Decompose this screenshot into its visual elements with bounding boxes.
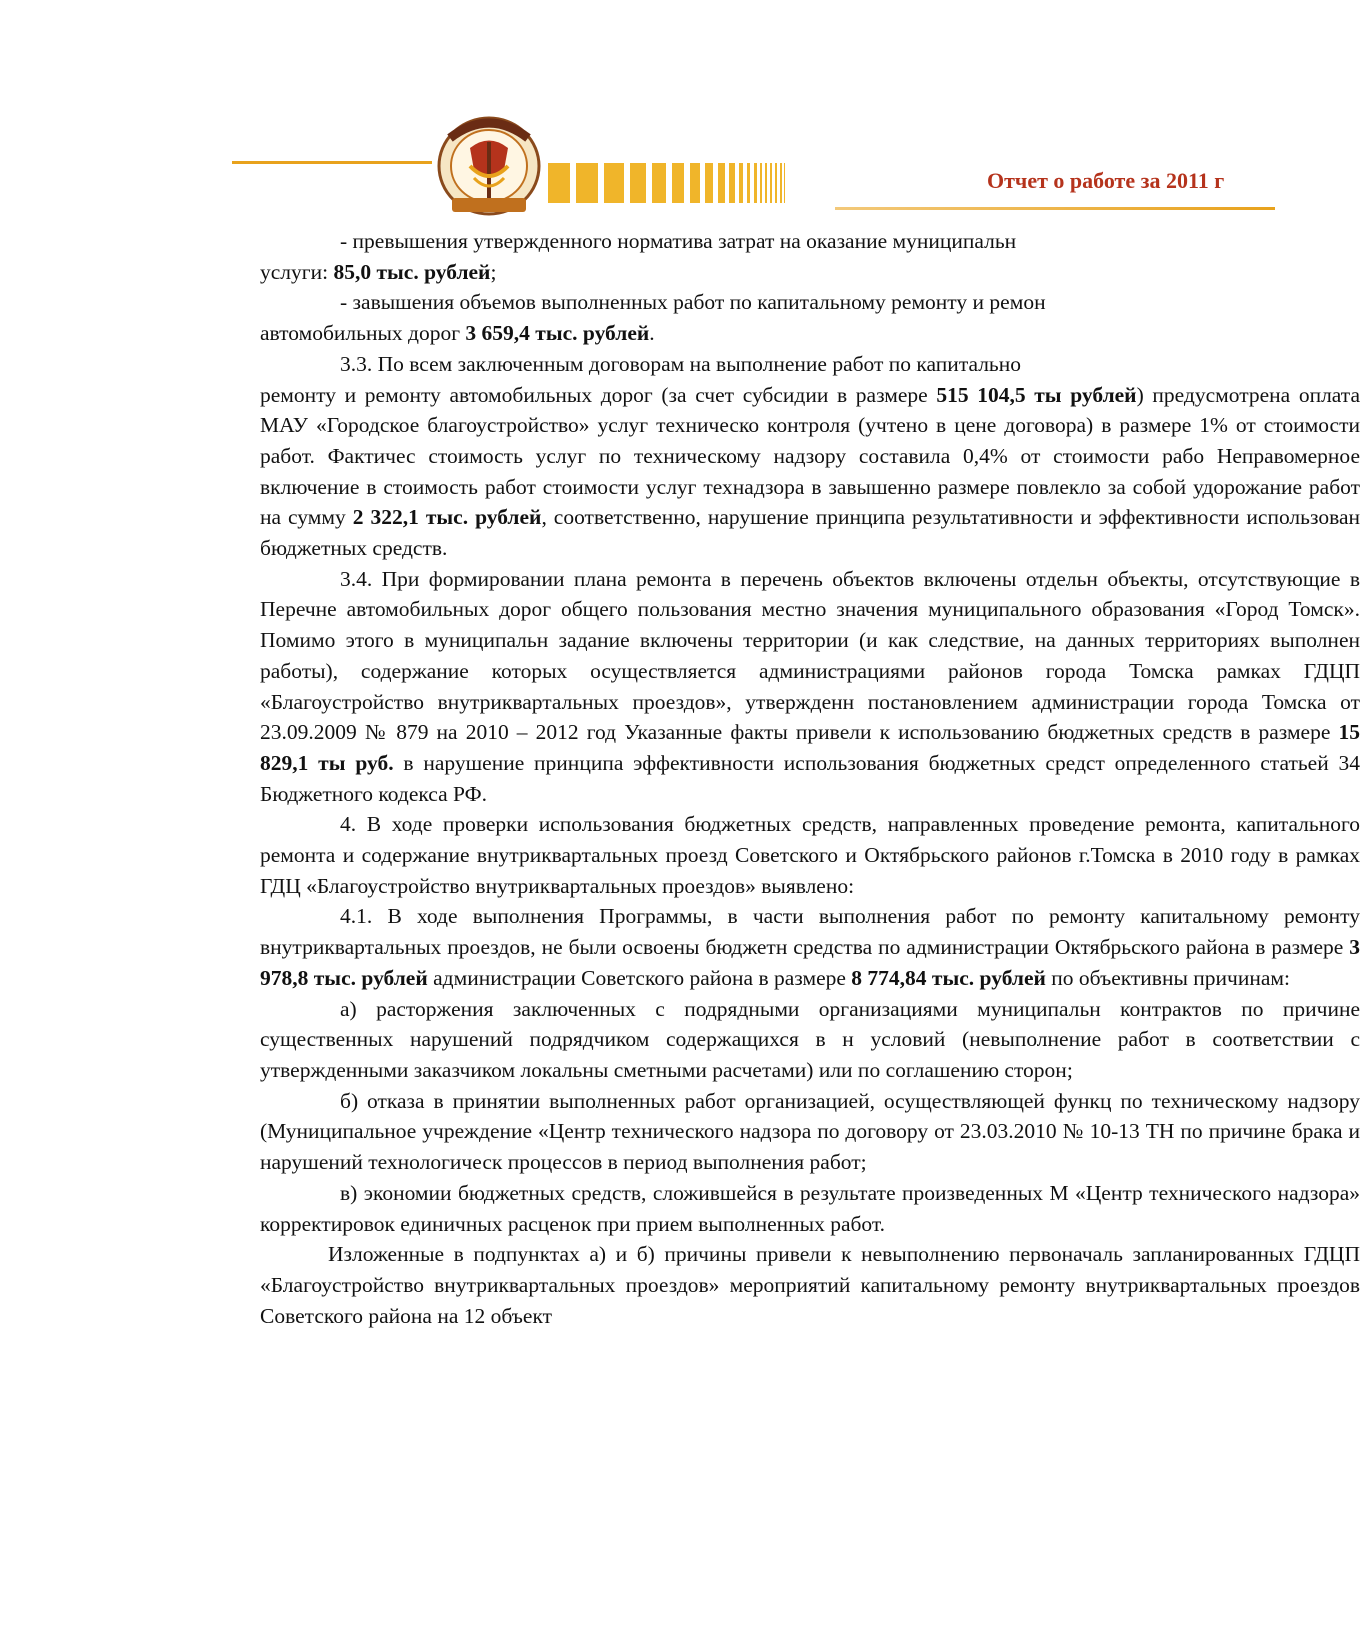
document-body bbox=[260, 226, 1360, 1331]
paragraph: а) расторжения заключенных с подрядными организациями муниципальн контрактов по причине существенных нарушений подрядчиком содержащихся в н условий (невыполнение работ в соответствии с утвержденными заказчиком локальны сметными расчетами) или по соглашению сторон; bbox=[260, 996, 1360, 1082]
paragraph: 4.1. В ходе выполнения Программы, в части выполнения работ по ремонту капитальному ремонту внутриквартальных проездов, не были освоены бюджетн средства по администрации Октябрьского района в размере 3 978,8 тыс. рублей администрации Советского района в размере 8 774,84 тыс. рублей по объективны причинам: bbox=[260, 904, 1360, 990]
emblem-icon bbox=[430, 108, 548, 220]
paragraph: в) экономии бюджетных средств, сложившейся в результате произведенных М «Центр технического надзора» корректировок единичных расценок при прием выполненных работ. bbox=[260, 1180, 1360, 1236]
paragraph: Изложенные в подпунктах а) и б) причины привели к невыполнению первоначаль запланированных ГДЦП «Благоустройство внутриквартальных проездов» мероприятий капитальному ремонту внутриквартальных проездов Советского района на 12 объект bbox=[260, 1242, 1360, 1328]
header-title: Отчет о работе за 2011 г bbox=[987, 168, 1225, 193]
header-bars-decoration bbox=[548, 163, 838, 203]
header-rule-right bbox=[835, 207, 1275, 210]
paragraph: - завышения объемов выполненных работ по капитальному ремонту и ремон автомобильных дорог 3 659,4 тыс. рублей. bbox=[260, 290, 1046, 346]
header-rule-left bbox=[232, 161, 432, 164]
paragraph: - превышения утвержденного норматива затрат на оказание муниципальн услуги: 85,0 тыс. рублей; bbox=[260, 229, 1017, 284]
paragraph: 4. В ходе проверки использования бюджетных средств, направленных проведение ремонта, капитального ремонта и содержание внутриквартальных проезд Советского и Октябрьского районов г.Томска в 2010 году в рамках ГДЦ «Благоустройство внутриквартальных проездов» выявлено: bbox=[260, 812, 1360, 898]
paragraph: 3.4. При формировании плана ремонта в перечень объектов включены отдельн объекты, отсутствующие в Перечне автомобильных дорог общего пользования местно значения муниципального образования «Город Томск». Помимо этого в муниципальн задание включены территории (и как следствие, на данных территориях выполнен работы), содержание которых осуществляется администрациями районов города Томска рамках ГДЦП «Благоустройство внутриквартальных проездов», утвержденн постановлением администрации города Томска от 23.09.2009 № 879 на 2010 – 2012 год Указанные факты привели к использованию бюджетных средств в размере 15 829,1 ты руб. в нарушение принципа эффективности использования бюджетных средст определенного статьей 34 Бюджетного кодекса РФ. bbox=[260, 566, 1360, 806]
paragraph: б) отказа в принятии выполненных работ организацией, осуществляющей функц по техническому надзору (Муниципальное учреждение «Центр технического надзора по договору от 23.03.2010 № 10-13 ТН по причине брака и нарушений технологическ процессов в период выполнения работ; bbox=[260, 1088, 1360, 1175]
paragraph: 3.3. По всем заключенным договорам на выполнение работ по капитально ремонту и ремонту автомобильных дорог (за счет субсидии в размере 515 104,5 ты рублей) предусмотрена оплата МАУ «Городское благоустройство» услуг техническо контроля (учтено в цене договора) в размере 1% от стоимости работ. Фактичес стоимость услуг по техническому надзору составила 0,4% от стоимости рабо Неправомерное включение в стоимость работ стоимости услуг технадзора в завышенно размере повлекло за собой удорожание работ на сумму 2 322,1 тыс. рублей, соответственно, нарушение принципа результативности и эффективности использован бюджетных средств. bbox=[260, 351, 1360, 561]
